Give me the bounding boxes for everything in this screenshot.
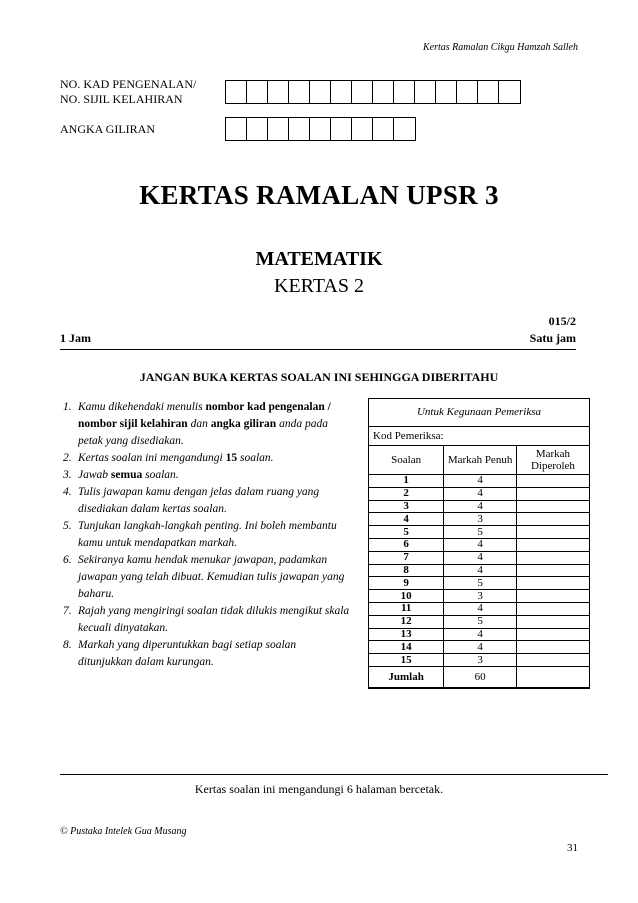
angka-digit-box[interactable]	[247, 118, 268, 140]
obtained-mark[interactable]	[516, 577, 589, 590]
obtained-mark[interactable]	[516, 628, 589, 641]
angka-digit-box[interactable]	[352, 118, 373, 140]
full-mark: 4	[444, 500, 517, 513]
ic-digit-box[interactable]	[226, 81, 247, 103]
score-row	[369, 526, 589, 539]
score-row	[369, 475, 589, 488]
paper-title: KERTAS 2	[274, 275, 364, 297]
warning-text: JANGAN BUKA KERTAS SOALAN INI SEHINGGA DIBERITAHU	[139, 370, 499, 384]
ic-digit-box[interactable]	[436, 81, 457, 103]
instruction-number: 4.	[63, 486, 72, 498]
instruction-item	[60, 450, 350, 467]
examiner-code-label: Kod Pemeriksa:	[373, 430, 444, 442]
instruction-text: Markah yang diperuntukkan bagi setiap soalan ditunjukkan dalam kurungan.	[78, 639, 297, 668]
ic-digit-box[interactable]	[373, 81, 394, 103]
obtained-mark[interactable]	[516, 487, 589, 500]
score-row	[369, 487, 589, 500]
duration-left: 1 Jam	[60, 331, 91, 345]
full-mark: 5	[444, 526, 517, 539]
question-number: 13	[369, 628, 444, 641]
question-number: 15	[369, 654, 444, 667]
ic-label	[60, 77, 196, 107]
subject-title: MATEMATIK	[255, 248, 383, 270]
obtained-mark[interactable]	[516, 615, 589, 628]
page-number: 31	[567, 842, 578, 854]
obtained-mark[interactable]	[516, 564, 589, 577]
ic-digit-box[interactable]	[289, 81, 310, 103]
instruction-text: soalan.	[237, 452, 274, 464]
ic-digit-box[interactable]	[478, 81, 499, 103]
total-row	[369, 666, 589, 687]
ic-digit-box[interactable]	[499, 81, 520, 103]
instruction-emphasis: nombor kad pengenalan / nombor sijil kelahiran	[78, 401, 331, 430]
ic-digit-box[interactable]	[247, 81, 268, 103]
obtained-mark[interactable]	[516, 526, 589, 539]
ic-digit-box[interactable]	[415, 81, 436, 103]
paper-code: 015/2	[548, 314, 576, 328]
full-mark: 3	[444, 654, 517, 667]
copyright: © Pustaka Intelek Gua Musang	[60, 826, 187, 837]
full-mark: 4	[444, 487, 517, 500]
instruction-text: Tunjukan langkah-langkah penting. Ini boleh membantu kamu untuk mendapatkan markah.	[78, 520, 337, 549]
score-row	[369, 602, 589, 615]
score-row	[369, 590, 589, 603]
instruction-number: 1.	[63, 401, 72, 413]
score-row	[369, 628, 589, 641]
total-label: Jumlah	[369, 666, 444, 687]
instruction-number: 3.	[63, 469, 72, 481]
instruction-text: Kamu dikehendaki menulis	[78, 401, 206, 413]
ic-digit-box[interactable]	[352, 81, 373, 103]
score-row	[369, 538, 589, 551]
instruction-item	[60, 484, 350, 518]
question-number: 2	[369, 487, 444, 500]
header-soalan: Soalan	[369, 446, 444, 475]
question-number: 6	[369, 538, 444, 551]
page-count-note: Kertas soalan ini mengandungi 6 halaman bercetak.	[194, 782, 444, 796]
ic-label-line-1: NO. KAD PENGENALAN/	[60, 77, 197, 91]
question-number: 12	[369, 615, 444, 628]
ic-label-line-2: NO. SIJIL KELAHIRAN	[60, 92, 183, 106]
ic-number-boxes[interactable]	[225, 80, 521, 104]
total-obtained[interactable]	[516, 666, 589, 687]
instruction-text: dan	[187, 418, 211, 430]
angka-digit-box[interactable]	[226, 118, 247, 140]
instruction-emphasis: angka giliran	[210, 418, 277, 430]
question-number: 10	[369, 590, 444, 603]
total-full-mark: 60	[444, 666, 517, 687]
angka-digit-box[interactable]	[331, 118, 352, 140]
examiner-use-label: Untuk Kegunaan Pemeriksa	[369, 399, 589, 427]
full-mark: 4	[444, 551, 517, 564]
instruction-number: 2.	[63, 452, 72, 464]
header-markah-penuh: Markah Penuh	[444, 446, 517, 475]
question-number: 11	[369, 602, 444, 615]
question-number: 14	[369, 641, 444, 654]
footer-divider	[60, 774, 608, 775]
instruction-emphasis: semua	[110, 469, 143, 481]
obtained-mark[interactable]	[516, 513, 589, 526]
obtained-mark[interactable]	[516, 475, 589, 488]
obtained-mark[interactable]	[516, 500, 589, 513]
angka-giliran-boxes[interactable]	[225, 117, 416, 141]
full-mark: 4	[444, 602, 517, 615]
obtained-mark[interactable]	[516, 551, 589, 564]
question-number: 8	[369, 564, 444, 577]
full-mark: 3	[444, 513, 517, 526]
obtained-mark[interactable]	[516, 590, 589, 603]
score-row	[369, 513, 589, 526]
duration-right: Satu jam	[529, 331, 576, 345]
question-number: 3	[369, 500, 444, 513]
full-mark: 5	[444, 615, 517, 628]
instruction-item	[60, 518, 350, 552]
ic-digit-box[interactable]	[310, 81, 331, 103]
score-row	[369, 654, 589, 667]
obtained-mark[interactable]	[516, 538, 589, 551]
angka-digit-box[interactable]	[394, 118, 415, 140]
examiner-table	[368, 398, 590, 689]
angka-digit-box[interactable]	[289, 118, 310, 140]
instruction-text: anda pada petak yang disediakan.	[78, 418, 328, 447]
score-row	[369, 551, 589, 564]
instruction-text: Kertas soalan ini mengandungi	[78, 452, 226, 464]
question-number: 4	[369, 513, 444, 526]
instructions-list	[60, 399, 350, 671]
instruction-text: Jawab	[78, 469, 111, 481]
question-number: 5	[369, 526, 444, 539]
divider	[60, 349, 576, 350]
obtained-mark[interactable]	[516, 641, 589, 654]
score-row	[369, 500, 589, 513]
instruction-number: 6.	[63, 554, 72, 566]
angka-digit-box[interactable]	[268, 118, 289, 140]
score-row	[369, 564, 589, 577]
instruction-text: Rajah yang mengiringi soalan tidak dilukis mengikut skala kecuali dinyatakan.	[78, 605, 350, 634]
ic-digit-box[interactable]	[394, 81, 415, 103]
obtained-mark[interactable]	[516, 602, 589, 615]
instruction-number: 8.	[63, 639, 72, 651]
full-mark: 4	[444, 538, 517, 551]
instruction-item	[60, 603, 350, 637]
instruction-item	[60, 637, 350, 671]
full-mark: 5	[444, 577, 517, 590]
full-mark: 4	[444, 564, 517, 577]
score-row	[369, 615, 589, 628]
instruction-item	[60, 399, 350, 450]
question-number: 9	[369, 577, 444, 590]
angka-giliran-label: ANGKA GILIRAN	[60, 122, 155, 136]
obtained-mark[interactable]	[516, 654, 589, 667]
score-row	[369, 577, 589, 590]
instruction-number: 7.	[63, 605, 72, 617]
header-note: Kertas Ramalan Cikgu Hamzah Salleh	[423, 42, 578, 53]
instruction-item	[60, 552, 350, 603]
full-mark: 4	[444, 628, 517, 641]
instruction-number: 5.	[63, 520, 72, 532]
angka-digit-box[interactable]	[373, 118, 394, 140]
full-mark: 4	[444, 641, 517, 654]
question-number: 1	[369, 475, 444, 488]
ic-digit-box[interactable]	[457, 81, 478, 103]
instruction-text: Sekiranya kamu hendak menukar jawapan, padamkan jawapan yang telah dibuat. Kemudian tulis jawapan yang baharu.	[78, 554, 345, 600]
page-title: KERTAS RAMALAN UPSR 3	[139, 180, 499, 210]
instruction-text: Tulis jawapan kamu dengan jelas dalam ruang yang disediakan dalam kertas soalan.	[78, 486, 320, 515]
angka-digit-box[interactable]	[310, 118, 331, 140]
full-mark: 4	[444, 475, 517, 488]
full-mark: 3	[444, 590, 517, 603]
score-row	[369, 641, 589, 654]
instruction-text: soalan.	[142, 469, 179, 481]
ic-digit-box[interactable]	[268, 81, 289, 103]
header-markah-diperoleh: Markah Diperoleh	[516, 446, 589, 475]
question-number: 7	[369, 551, 444, 564]
instruction-item	[60, 467, 350, 484]
instruction-emphasis: 15	[225, 452, 238, 464]
ic-digit-box[interactable]	[331, 81, 352, 103]
